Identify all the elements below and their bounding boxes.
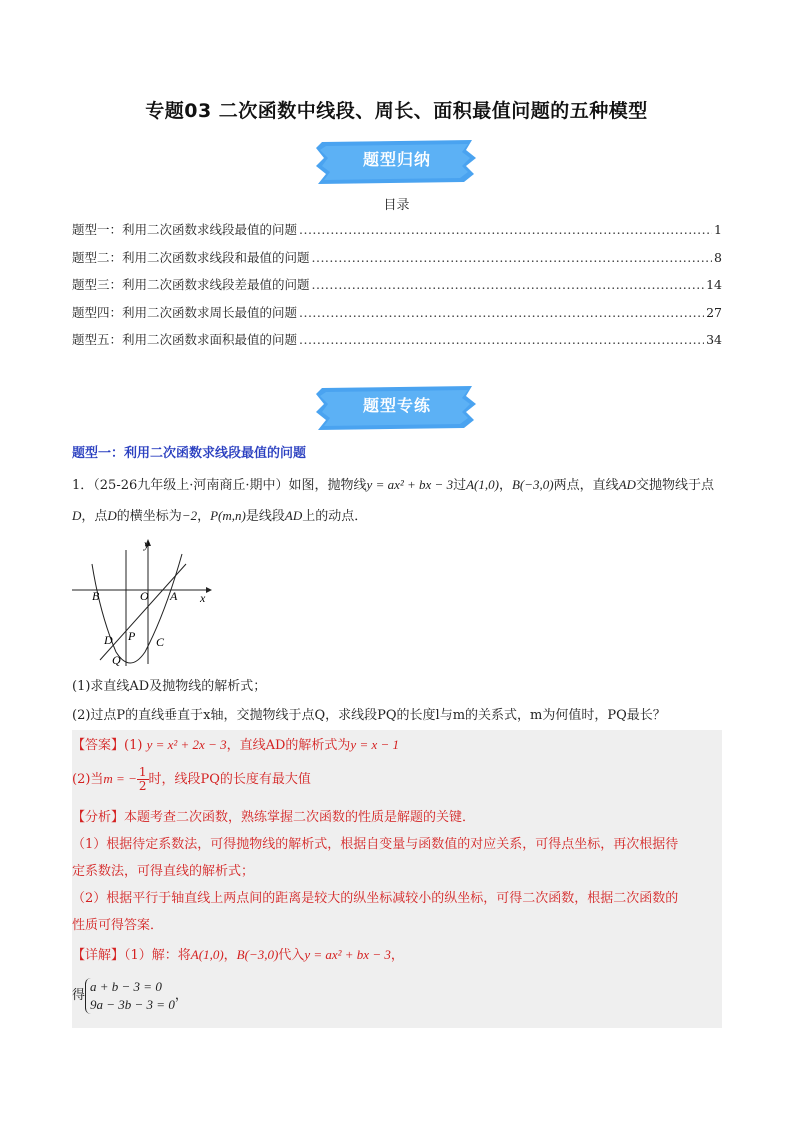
math-point-p: P(m,n) bbox=[210, 508, 246, 523]
toc-item-page: 14 bbox=[706, 277, 722, 292]
question-number: 1． bbox=[72, 478, 94, 493]
equation-2: 9a − 3b − 3 = 0 bbox=[90, 996, 175, 1012]
toc-item-label: 题型三：利用二次函数求线段差最值的问题 bbox=[72, 277, 310, 292]
label-q: Q bbox=[112, 653, 121, 667]
question-stem bbox=[72, 470, 724, 532]
answer-tag: 【答案】 bbox=[72, 738, 125, 753]
answer-text: (2)当 bbox=[72, 772, 104, 787]
math-neg2: −2 bbox=[181, 508, 198, 523]
question-part-2: (2)过点P的直线垂直于x轴，交抛物线于点Q，求线段PQ的长度l与m的关系式，m为何值时，PQ最长？ bbox=[72, 708, 666, 723]
toc-item-label: 题型五：利用二次函数求面积最值的问题 bbox=[72, 332, 298, 347]
math-point-a: A(1,0) bbox=[190, 947, 224, 962]
answer-text: (1) bbox=[124, 738, 143, 753]
detail-text: （1）解：将 bbox=[124, 948, 191, 963]
detail-line-2 bbox=[72, 976, 722, 1016]
label-x: x bbox=[200, 591, 206, 605]
analysis-text: 定系数法，可得直线的解析式； bbox=[72, 864, 255, 879]
toc-item[interactable] bbox=[72, 220, 722, 248]
toc-item-label: 题型四：利用二次函数求周长最值的问题 bbox=[72, 304, 298, 320]
label-p: P bbox=[128, 629, 136, 643]
label-a: A bbox=[170, 589, 178, 603]
section-heading: 题型一：利用二次函数求线段最值的问题 bbox=[72, 446, 307, 461]
table-of-contents bbox=[72, 220, 722, 358]
label-b: B bbox=[92, 589, 100, 603]
analysis-block bbox=[72, 804, 722, 939]
section-banner-practice bbox=[316, 386, 478, 430]
toc-item-label: 题型一：利用二次函数求线段最值的问题 bbox=[72, 222, 298, 237]
question-part-1: (1)求直线AD及抛物线的解析式； bbox=[72, 679, 267, 694]
question-text: 过 bbox=[453, 478, 467, 493]
math-point-b: B(−3,0) bbox=[511, 477, 554, 492]
question-text: ，点 bbox=[81, 509, 108, 524]
answer-text: 时，线段PQ的长度有最大值 bbox=[148, 772, 311, 787]
fraction-numerator: 1 bbox=[138, 765, 147, 779]
analysis-tag: 【分析】 bbox=[72, 810, 125, 825]
question-parts bbox=[72, 672, 724, 730]
detail-line-1 bbox=[72, 942, 722, 969]
section-banner-summary bbox=[316, 140, 478, 184]
toc-item[interactable] bbox=[72, 330, 722, 358]
question-text: 上的动点． bbox=[302, 509, 368, 524]
x-axis-arrow-icon bbox=[206, 587, 212, 593]
math-point-d: D bbox=[72, 508, 82, 523]
toc-leader bbox=[312, 250, 713, 265]
answer-line-2 bbox=[72, 762, 722, 797]
math-point-d: D bbox=[107, 508, 117, 523]
math-point-b: B(−3,0) bbox=[236, 947, 279, 962]
toc-item-page: 27 bbox=[706, 304, 722, 320]
toc-item[interactable] bbox=[72, 303, 722, 331]
question-text: ， bbox=[197, 509, 211, 524]
math-line-ad: AD bbox=[284, 508, 303, 523]
page-title: 专题03 二次函数中线段、周长、面积最值问题的五种模型 bbox=[145, 100, 648, 122]
equation-1: a + b − 3 = 0 bbox=[90, 978, 162, 994]
figure-graph bbox=[70, 534, 220, 669]
label-y: y bbox=[144, 537, 150, 551]
label-d: D bbox=[104, 633, 113, 647]
question-source: （25-26九年级上·河南商丘·期中） bbox=[93, 478, 289, 493]
math-parabola: y = ax² + bx − 3 bbox=[304, 947, 391, 962]
toc-heading: 目录 bbox=[383, 198, 410, 213]
detail-text: ， bbox=[390, 948, 404, 963]
toc-leader bbox=[312, 277, 705, 292]
parabola-figure bbox=[70, 534, 220, 669]
math-answer-line: y = x − 1 bbox=[350, 737, 400, 752]
detail-text: ， bbox=[223, 948, 237, 963]
detail-text: ， bbox=[174, 988, 188, 1003]
math-point-a: A(1,0) bbox=[466, 477, 499, 492]
analysis-text: （2）根据平行于轴直线上两点间的距离是较大的纵坐标减较小的纵坐标，可得二次函数，根据二次函数的 bbox=[72, 891, 679, 906]
detail-tag: 【详解】 bbox=[72, 948, 125, 963]
toc-leader bbox=[299, 332, 704, 347]
math-answer-parabola: y = x² + 2x − 3 bbox=[146, 737, 227, 752]
equation-system bbox=[85, 978, 175, 1014]
detail-text: 得 bbox=[72, 988, 86, 1003]
question-text: 如图，抛物线 bbox=[288, 478, 367, 493]
toc-item[interactable] bbox=[72, 248, 722, 276]
label-o: O bbox=[140, 589, 149, 603]
toc-item-page: 34 bbox=[706, 332, 722, 347]
banner-label: 题型归纳 bbox=[362, 150, 431, 169]
label-c: C bbox=[156, 635, 165, 649]
math-m-value: m = − bbox=[103, 771, 137, 786]
analysis-text: 本题考查二次函数，熟练掌握二次函数的性质是解题的关键． bbox=[124, 810, 476, 825]
answer-text: ，直线AD的解析式为 bbox=[226, 738, 351, 753]
analysis-text: 性质可得答案． bbox=[72, 918, 164, 933]
toc-item[interactable] bbox=[72, 275, 722, 303]
fraction-denominator: 2 bbox=[138, 779, 147, 793]
math-parabola: y = ax² + bx − 3 bbox=[366, 477, 454, 492]
math-line-ad: AD bbox=[618, 477, 636, 492]
question-text: 两点，直线 bbox=[553, 478, 619, 493]
toc-item-label: 题型二：利用二次函数求线段和最值的问题 bbox=[72, 249, 310, 265]
detail-text: 代入 bbox=[278, 948, 305, 963]
toc-leader bbox=[299, 305, 704, 320]
answer-line-1 bbox=[72, 732, 722, 759]
toc-item-page: 8 bbox=[714, 249, 722, 265]
fraction bbox=[137, 766, 149, 793]
line-ad bbox=[100, 564, 186, 660]
question-text: 的横坐标为 bbox=[116, 509, 182, 524]
question-text: 交抛物线于点 bbox=[635, 478, 714, 493]
toc-leader bbox=[299, 222, 712, 237]
question-text: ， bbox=[498, 478, 512, 493]
analysis-text: （1）根据待定系数法，可得抛物线的解析式，根据自变量与函数值的对应关系，可得点坐标，再次根据待 bbox=[72, 837, 679, 852]
banner-label: 题型专练 bbox=[362, 396, 431, 415]
toc-item-page: 1 bbox=[714, 222, 722, 237]
question-text: 是线段 bbox=[245, 509, 285, 524]
